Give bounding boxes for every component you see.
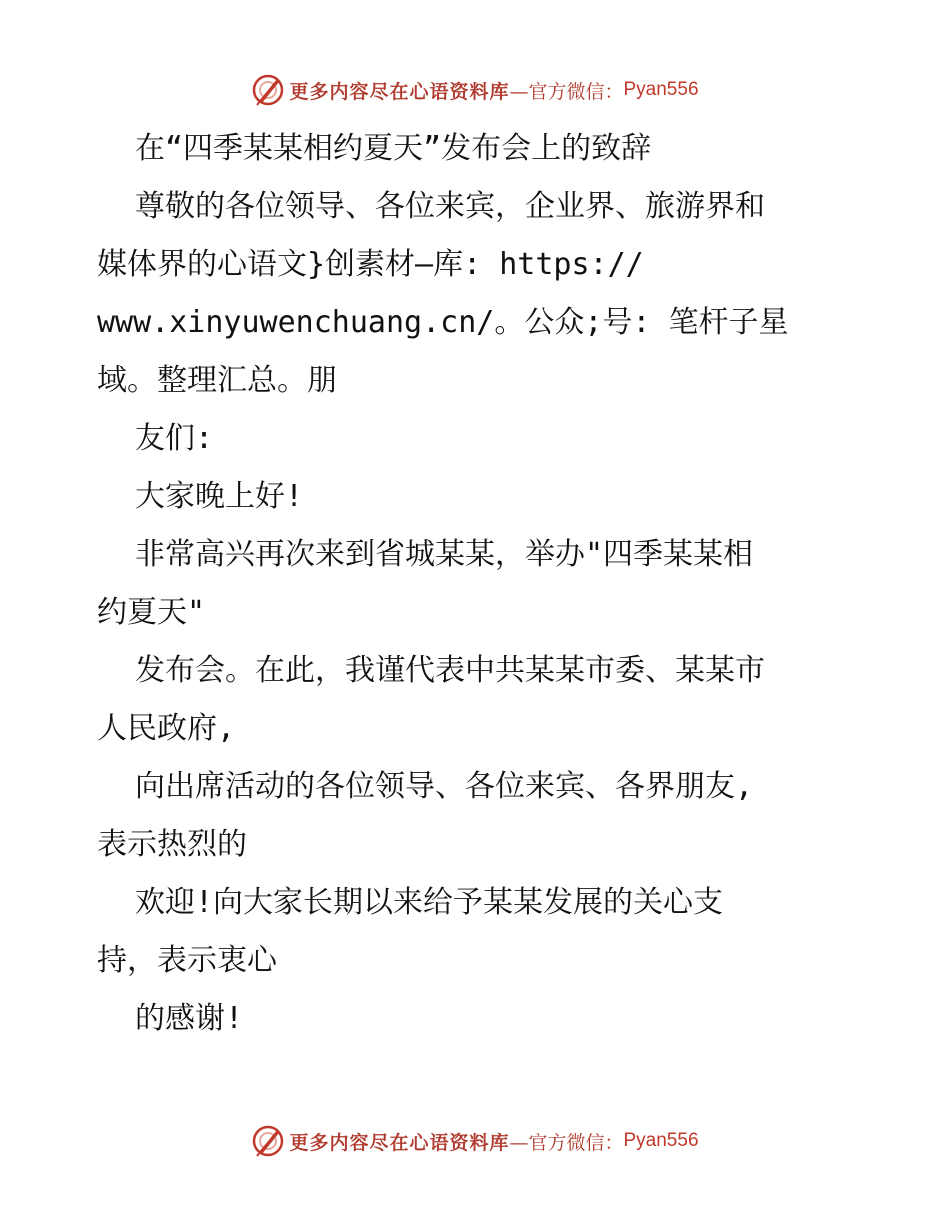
footer-watermark [0, 1121, 950, 1161]
text-line: 大家晚上好! [135, 479, 304, 514]
quill-logo-icon [251, 1124, 285, 1158]
document-body [97, 120, 857, 1048]
text-line: www.xinyuwenchuang.cn/。公众;号: 笔杆子星 [97, 305, 789, 340]
text-line: 人民政府, [97, 711, 236, 746]
footer-account: Pyan556 [623, 1130, 699, 1151]
text-line: 表示热烈的 [97, 827, 247, 862]
text-line: 欢迎!向大家长期以来给予某某发展的关心支 [135, 885, 724, 920]
header-brand: 更多内容尽在心语资料库 [289, 80, 510, 103]
header-watermark [0, 70, 950, 110]
header-wechat-label: —官方微信： [509, 80, 624, 103]
text-line: 约夏天" [97, 595, 206, 630]
text-line: 友们: [135, 421, 214, 456]
text-line: 域。整理汇总。朋 [97, 363, 337, 398]
text-line: 发布会。在此，我谨代表中共某某市委、某某市 [135, 653, 765, 688]
text-line: 的感谢! [135, 1001, 244, 1036]
footer-brand: 更多内容尽在心语资料库 [289, 1131, 510, 1154]
footer-wechat-label: —官方微信： [509, 1131, 624, 1154]
document-title: 在“四季某某相约夏天”发布会上的致辞 [135, 131, 652, 166]
text-line: 媒体界的心语文}创素材—库: https:// [97, 247, 644, 282]
text-line: 非常高兴再次来到省城某某，举办"四季某某相 [135, 537, 754, 572]
text-line: 尊敬的各位领导、各位来宾，企业界、旅游界和 [135, 189, 765, 224]
text-line: 向出席活动的各位领导、各位来宾、各界朋友, [135, 769, 754, 804]
quill-logo-icon [251, 73, 285, 107]
header-account: Pyan556 [623, 79, 699, 100]
text-line: 持，表示衷心 [97, 943, 277, 978]
